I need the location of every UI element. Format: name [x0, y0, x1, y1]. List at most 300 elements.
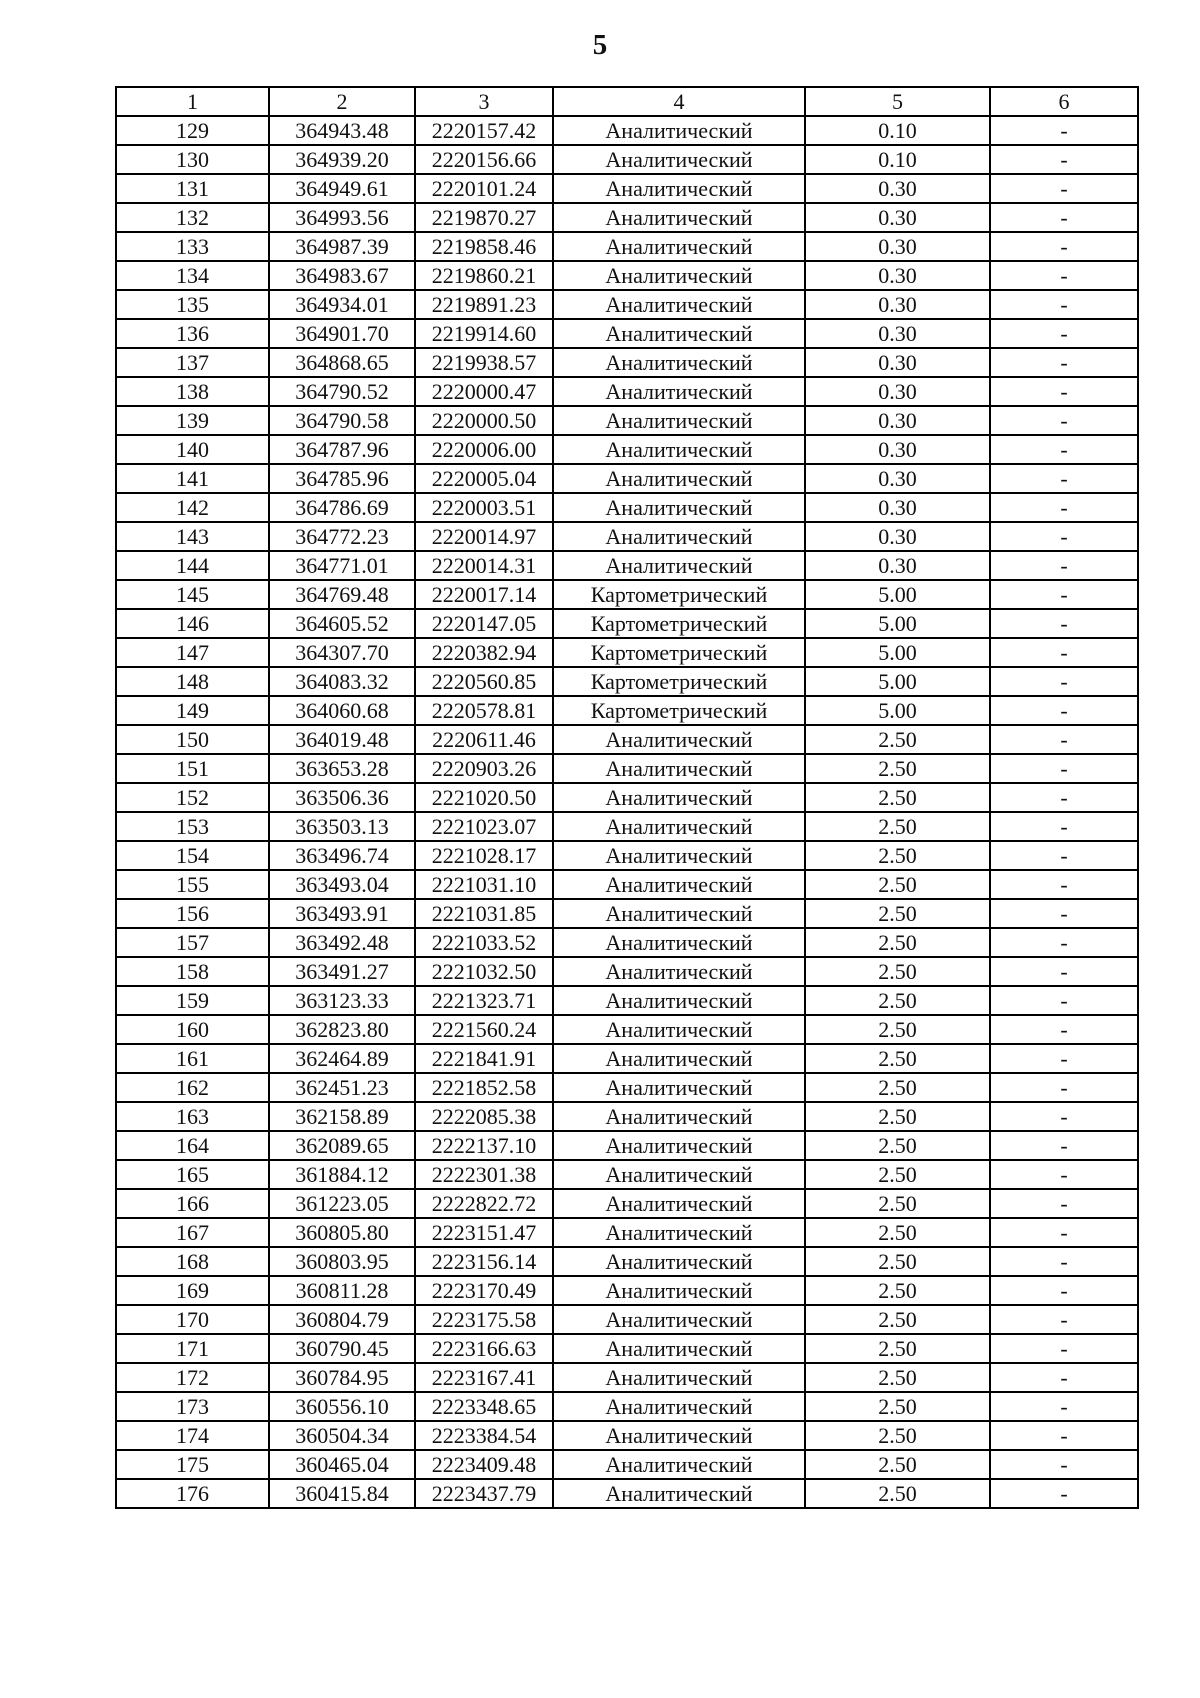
y-coordinate-cell: 2223348.65 [415, 1392, 553, 1421]
x-coordinate-cell: 360805.80 [269, 1218, 415, 1247]
method-cell: Аналитический [553, 1450, 805, 1479]
column-header-2: 2 [269, 87, 415, 116]
accuracy-cell: 2.50 [805, 1479, 990, 1508]
point-number-cell: 164 [116, 1131, 269, 1160]
accuracy-cell: 0.30 [805, 522, 990, 551]
accuracy-cell: 5.00 [805, 609, 990, 638]
y-coordinate-cell: 2221323.71 [415, 986, 553, 1015]
y-coordinate-cell: 2222301.38 [415, 1160, 553, 1189]
table-row [116, 348, 1138, 377]
accuracy-cell: 2.50 [805, 986, 990, 1015]
x-coordinate-cell: 364868.65 [269, 348, 415, 377]
method-cell: Аналитический [553, 783, 805, 812]
y-coordinate-cell: 2221031.10 [415, 870, 553, 899]
table-row [116, 319, 1138, 348]
point-number-cell: 129 [116, 116, 269, 145]
x-coordinate-cell: 360803.95 [269, 1247, 415, 1276]
column-header-3: 3 [415, 87, 553, 116]
y-coordinate-cell: 2221560.24 [415, 1015, 553, 1044]
y-coordinate-cell: 2221028.17 [415, 841, 553, 870]
accuracy-cell: 0.30 [805, 203, 990, 232]
y-coordinate-cell: 2220903.26 [415, 754, 553, 783]
method-cell: Аналитический [553, 1334, 805, 1363]
method-cell: Аналитический [553, 1044, 805, 1073]
y-coordinate-cell: 2220157.42 [415, 116, 553, 145]
point-number-cell: 156 [116, 899, 269, 928]
y-coordinate-cell: 2219891.23 [415, 290, 553, 319]
x-coordinate-cell: 364787.96 [269, 435, 415, 464]
accuracy-cell: 2.50 [805, 1305, 990, 1334]
y-coordinate-cell: 2221023.07 [415, 812, 553, 841]
x-coordinate-cell: 364790.52 [269, 377, 415, 406]
note-cell: - [990, 580, 1138, 609]
point-number-cell: 166 [116, 1189, 269, 1218]
point-number-cell: 169 [116, 1276, 269, 1305]
x-coordinate-cell: 364605.52 [269, 609, 415, 638]
x-coordinate-cell: 364019.48 [269, 725, 415, 754]
table-row [116, 812, 1138, 841]
page-number: 5 [592, 29, 608, 61]
table-row [116, 899, 1138, 928]
point-number-cell: 161 [116, 1044, 269, 1073]
y-coordinate-cell: 2223175.58 [415, 1305, 553, 1334]
x-coordinate-cell: 363493.04 [269, 870, 415, 899]
table-row [116, 725, 1138, 754]
note-cell: - [990, 1247, 1138, 1276]
accuracy-cell: 2.50 [805, 1073, 990, 1102]
table-row [116, 1247, 1138, 1276]
point-number-cell: 170 [116, 1305, 269, 1334]
accuracy-cell: 2.50 [805, 1363, 990, 1392]
y-coordinate-cell: 2220611.46 [415, 725, 553, 754]
y-coordinate-cell: 2221852.58 [415, 1073, 553, 1102]
table-row [116, 638, 1138, 667]
method-cell: Аналитический [553, 1102, 805, 1131]
x-coordinate-cell: 364993.56 [269, 203, 415, 232]
method-cell: Картометрический [553, 696, 805, 725]
accuracy-cell: 2.50 [805, 1276, 990, 1305]
y-coordinate-cell: 2219860.21 [415, 261, 553, 290]
method-cell: Аналитический [553, 1160, 805, 1189]
note-cell: - [990, 464, 1138, 493]
y-coordinate-cell: 2220006.00 [415, 435, 553, 464]
x-coordinate-cell: 364934.01 [269, 290, 415, 319]
y-coordinate-cell: 2221033.52 [415, 928, 553, 957]
accuracy-cell: 0.10 [805, 145, 990, 174]
accuracy-cell: 2.50 [805, 899, 990, 928]
header-row [116, 87, 1138, 116]
point-number-cell: 174 [116, 1421, 269, 1450]
y-coordinate-cell: 2223151.47 [415, 1218, 553, 1247]
table-row [116, 783, 1138, 812]
y-coordinate-cell: 2223437.79 [415, 1479, 553, 1508]
point-number-cell: 155 [116, 870, 269, 899]
column-header-4: 4 [553, 87, 805, 116]
x-coordinate-cell: 362158.89 [269, 1102, 415, 1131]
y-coordinate-cell: 2220101.24 [415, 174, 553, 203]
point-number-cell: 146 [116, 609, 269, 638]
x-coordinate-cell: 364785.96 [269, 464, 415, 493]
method-cell: Аналитический [553, 1218, 805, 1247]
note-cell: - [990, 522, 1138, 551]
point-number-cell: 138 [116, 377, 269, 406]
method-cell: Аналитический [553, 493, 805, 522]
y-coordinate-cell: 2220147.05 [415, 609, 553, 638]
y-coordinate-cell: 2221032.50 [415, 957, 553, 986]
table-row [116, 493, 1138, 522]
method-cell: Аналитический [553, 551, 805, 580]
x-coordinate-cell: 363496.74 [269, 841, 415, 870]
accuracy-cell: 2.50 [805, 1131, 990, 1160]
column-header-5: 5 [805, 87, 990, 116]
method-cell: Аналитический [553, 290, 805, 319]
table-row [116, 1392, 1138, 1421]
accuracy-cell: 0.30 [805, 290, 990, 319]
table-row [116, 986, 1138, 1015]
point-number-cell: 172 [116, 1363, 269, 1392]
x-coordinate-cell: 364790.58 [269, 406, 415, 435]
table-row [116, 1363, 1138, 1392]
note-cell: - [990, 1479, 1138, 1508]
note-cell: - [990, 1102, 1138, 1131]
point-number-cell: 140 [116, 435, 269, 464]
accuracy-cell: 2.50 [805, 957, 990, 986]
x-coordinate-cell: 361884.12 [269, 1160, 415, 1189]
point-number-cell: 134 [116, 261, 269, 290]
method-cell: Аналитический [553, 522, 805, 551]
point-number-cell: 133 [116, 232, 269, 261]
method-cell: Аналитический [553, 261, 805, 290]
table-row [116, 1044, 1138, 1073]
table-row [116, 1073, 1138, 1102]
point-number-cell: 141 [116, 464, 269, 493]
note-cell: - [990, 667, 1138, 696]
point-number-cell: 145 [116, 580, 269, 609]
y-coordinate-cell: 2220578.81 [415, 696, 553, 725]
method-cell: Аналитический [553, 1276, 805, 1305]
note-cell: - [990, 696, 1138, 725]
note-cell: - [990, 1305, 1138, 1334]
y-coordinate-cell: 2220014.31 [415, 551, 553, 580]
y-coordinate-cell: 2223166.63 [415, 1334, 553, 1363]
method-cell: Аналитический [553, 725, 805, 754]
note-cell: - [990, 1160, 1138, 1189]
point-number-cell: 143 [116, 522, 269, 551]
point-number-cell: 173 [116, 1392, 269, 1421]
x-coordinate-cell: 364771.01 [269, 551, 415, 580]
x-coordinate-cell: 364769.48 [269, 580, 415, 609]
accuracy-cell: 2.50 [805, 1160, 990, 1189]
note-cell: - [990, 406, 1138, 435]
method-cell: Аналитический [553, 1247, 805, 1276]
x-coordinate-cell: 363506.36 [269, 783, 415, 812]
table-row [116, 928, 1138, 957]
y-coordinate-cell: 2223384.54 [415, 1421, 553, 1450]
x-coordinate-cell: 360415.84 [269, 1479, 415, 1508]
method-cell: Аналитический [553, 841, 805, 870]
accuracy-cell: 5.00 [805, 667, 990, 696]
note-cell: - [990, 551, 1138, 580]
note-cell: - [990, 899, 1138, 928]
table-row [116, 1218, 1138, 1247]
method-cell: Аналитический [553, 116, 805, 145]
accuracy-cell: 5.00 [805, 580, 990, 609]
point-number-cell: 176 [116, 1479, 269, 1508]
table-row [116, 841, 1138, 870]
note-cell: - [990, 812, 1138, 841]
note-cell: - [990, 986, 1138, 1015]
point-number-cell: 171 [116, 1334, 269, 1363]
accuracy-cell: 2.50 [805, 1421, 990, 1450]
y-coordinate-cell: 2221020.50 [415, 783, 553, 812]
x-coordinate-cell: 363492.48 [269, 928, 415, 957]
table-row [116, 377, 1138, 406]
accuracy-cell: 2.50 [805, 725, 990, 754]
method-cell: Аналитический [553, 319, 805, 348]
table-row [116, 1189, 1138, 1218]
table-row [116, 261, 1138, 290]
table-row [116, 1450, 1138, 1479]
x-coordinate-cell: 364060.68 [269, 696, 415, 725]
coordinates-table [115, 86, 1139, 1509]
y-coordinate-cell: 2220014.97 [415, 522, 553, 551]
point-number-cell: 147 [116, 638, 269, 667]
table-row [116, 1276, 1138, 1305]
y-coordinate-cell: 2221031.85 [415, 899, 553, 928]
method-cell: Аналитический [553, 957, 805, 986]
accuracy-cell: 0.30 [805, 435, 990, 464]
note-cell: - [990, 609, 1138, 638]
point-number-cell: 157 [116, 928, 269, 957]
method-cell: Аналитический [553, 1015, 805, 1044]
x-coordinate-cell: 364949.61 [269, 174, 415, 203]
method-cell: Аналитический [553, 1363, 805, 1392]
note-cell: - [990, 725, 1138, 754]
point-number-cell: 159 [116, 986, 269, 1015]
y-coordinate-cell: 2220017.14 [415, 580, 553, 609]
table-row [116, 1102, 1138, 1131]
accuracy-cell: 0.10 [805, 116, 990, 145]
y-coordinate-cell: 2220000.47 [415, 377, 553, 406]
method-cell: Аналитический [553, 1479, 805, 1508]
method-cell: Картометрический [553, 667, 805, 696]
y-coordinate-cell: 2223409.48 [415, 1450, 553, 1479]
note-cell: - [990, 1044, 1138, 1073]
y-coordinate-cell: 2219938.57 [415, 348, 553, 377]
note-cell: - [990, 145, 1138, 174]
x-coordinate-cell: 360804.79 [269, 1305, 415, 1334]
point-number-cell: 150 [116, 725, 269, 754]
note-cell: - [990, 1392, 1138, 1421]
note-cell: - [990, 754, 1138, 783]
accuracy-cell: 2.50 [805, 1189, 990, 1218]
note-cell: - [990, 1189, 1138, 1218]
table-row [116, 1305, 1138, 1334]
note-cell: - [990, 1421, 1138, 1450]
point-number-cell: 168 [116, 1247, 269, 1276]
y-coordinate-cell: 2222137.10 [415, 1131, 553, 1160]
table-row [116, 1334, 1138, 1363]
y-coordinate-cell: 2220156.66 [415, 145, 553, 174]
y-coordinate-cell: 2222085.38 [415, 1102, 553, 1131]
note-cell: - [990, 1015, 1138, 1044]
y-coordinate-cell: 2219914.60 [415, 319, 553, 348]
method-cell: Аналитический [553, 1189, 805, 1218]
note-cell: - [990, 493, 1138, 522]
y-coordinate-cell: 2220382.94 [415, 638, 553, 667]
table-header [116, 87, 1138, 116]
note-cell: - [990, 435, 1138, 464]
note-cell: - [990, 203, 1138, 232]
method-cell: Аналитический [553, 899, 805, 928]
x-coordinate-cell: 364083.32 [269, 667, 415, 696]
point-number-cell: 135 [116, 290, 269, 319]
y-coordinate-cell: 2221841.91 [415, 1044, 553, 1073]
table-row [116, 551, 1138, 580]
accuracy-cell: 0.30 [805, 406, 990, 435]
point-number-cell: 132 [116, 203, 269, 232]
accuracy-cell: 2.50 [805, 812, 990, 841]
point-number-cell: 162 [116, 1073, 269, 1102]
method-cell: Аналитический [553, 203, 805, 232]
table-row [116, 609, 1138, 638]
accuracy-cell: 0.30 [805, 232, 990, 261]
method-cell: Аналитический [553, 928, 805, 957]
point-number-cell: 137 [116, 348, 269, 377]
table-row [116, 1131, 1138, 1160]
note-cell: - [990, 841, 1138, 870]
x-coordinate-cell: 364786.69 [269, 493, 415, 522]
accuracy-cell: 2.50 [805, 783, 990, 812]
accuracy-cell: 0.30 [805, 174, 990, 203]
table-row [116, 1421, 1138, 1450]
point-number-cell: 151 [116, 754, 269, 783]
x-coordinate-cell: 360790.45 [269, 1334, 415, 1363]
x-coordinate-cell: 364901.70 [269, 319, 415, 348]
x-coordinate-cell: 364772.23 [269, 522, 415, 551]
y-coordinate-cell: 2223156.14 [415, 1247, 553, 1276]
x-coordinate-cell: 360556.10 [269, 1392, 415, 1421]
accuracy-cell: 2.50 [805, 1218, 990, 1247]
x-coordinate-cell: 360811.28 [269, 1276, 415, 1305]
method-cell: Аналитический [553, 174, 805, 203]
note-cell: - [990, 1276, 1138, 1305]
accuracy-cell: 2.50 [805, 1044, 990, 1073]
x-coordinate-cell: 364939.20 [269, 145, 415, 174]
point-number-cell: 158 [116, 957, 269, 986]
y-coordinate-cell: 2219870.27 [415, 203, 553, 232]
accuracy-cell: 2.50 [805, 1450, 990, 1479]
method-cell: Картометрический [553, 609, 805, 638]
note-cell: - [990, 1218, 1138, 1247]
point-number-cell: 139 [116, 406, 269, 435]
y-coordinate-cell: 2223170.49 [415, 1276, 553, 1305]
table-row [116, 667, 1138, 696]
note-cell: - [990, 1131, 1138, 1160]
accuracy-cell: 0.30 [805, 377, 990, 406]
accuracy-cell: 0.30 [805, 348, 990, 377]
point-number-cell: 144 [116, 551, 269, 580]
note-cell: - [990, 1334, 1138, 1363]
point-number-cell: 167 [116, 1218, 269, 1247]
note-cell: - [990, 232, 1138, 261]
table-row [116, 174, 1138, 203]
point-number-cell: 175 [116, 1450, 269, 1479]
method-cell: Аналитический [553, 1305, 805, 1334]
table-row [116, 1160, 1138, 1189]
point-number-cell: 148 [116, 667, 269, 696]
note-cell: - [990, 261, 1138, 290]
note-cell: - [990, 1363, 1138, 1392]
accuracy-cell: 2.50 [805, 870, 990, 899]
table-row [116, 203, 1138, 232]
table-row [116, 406, 1138, 435]
x-coordinate-cell: 362089.65 [269, 1131, 415, 1160]
y-coordinate-cell: 2219858.46 [415, 232, 553, 261]
x-coordinate-cell: 362464.89 [269, 1044, 415, 1073]
y-coordinate-cell: 2220000.50 [415, 406, 553, 435]
point-number-cell: 165 [116, 1160, 269, 1189]
accuracy-cell: 0.30 [805, 551, 990, 580]
x-coordinate-cell: 360465.04 [269, 1450, 415, 1479]
y-coordinate-cell: 2220560.85 [415, 667, 553, 696]
note-cell: - [990, 1073, 1138, 1102]
accuracy-cell: 2.50 [805, 928, 990, 957]
x-coordinate-cell: 362451.23 [269, 1073, 415, 1102]
table-row [116, 957, 1138, 986]
x-coordinate-cell: 364987.39 [269, 232, 415, 261]
note-cell: - [990, 870, 1138, 899]
note-cell: - [990, 116, 1138, 145]
method-cell: Аналитический [553, 464, 805, 493]
x-coordinate-cell: 361223.05 [269, 1189, 415, 1218]
accuracy-cell: 2.50 [805, 1015, 990, 1044]
point-number-cell: 142 [116, 493, 269, 522]
x-coordinate-cell: 360784.95 [269, 1363, 415, 1392]
method-cell: Картометрический [553, 580, 805, 609]
method-cell: Аналитический [553, 754, 805, 783]
accuracy-cell: 0.30 [805, 261, 990, 290]
table-row [116, 1015, 1138, 1044]
x-coordinate-cell: 363123.33 [269, 986, 415, 1015]
point-number-cell: 154 [116, 841, 269, 870]
y-coordinate-cell: 2220005.04 [415, 464, 553, 493]
method-cell: Аналитический [553, 1392, 805, 1421]
table-row [116, 522, 1138, 551]
method-cell: Аналитический [553, 145, 805, 174]
method-cell: Аналитический [553, 377, 805, 406]
x-coordinate-cell: 364943.48 [269, 116, 415, 145]
note-cell: - [990, 377, 1138, 406]
accuracy-cell: 2.50 [805, 1334, 990, 1363]
table-row [116, 870, 1138, 899]
point-number-cell: 153 [116, 812, 269, 841]
point-number-cell: 160 [116, 1015, 269, 1044]
method-cell: Аналитический [553, 812, 805, 841]
y-coordinate-cell: 2223167.41 [415, 1363, 553, 1392]
table-row [116, 145, 1138, 174]
note-cell: - [990, 174, 1138, 203]
x-coordinate-cell: 360504.34 [269, 1421, 415, 1450]
table-row [116, 290, 1138, 319]
point-number-cell: 163 [116, 1102, 269, 1131]
x-coordinate-cell: 363653.28 [269, 754, 415, 783]
method-cell: Аналитический [553, 986, 805, 1015]
x-coordinate-cell: 363491.27 [269, 957, 415, 986]
note-cell: - [990, 348, 1138, 377]
method-cell: Аналитический [553, 406, 805, 435]
x-coordinate-cell: 364983.67 [269, 261, 415, 290]
